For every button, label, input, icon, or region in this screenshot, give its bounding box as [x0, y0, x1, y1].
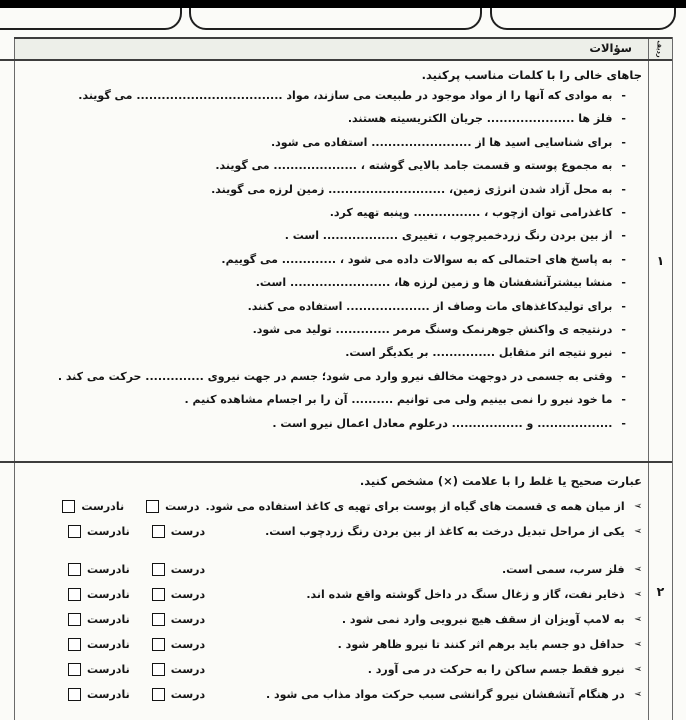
fill-blank-text: برای شناسایی اسید ها از ........................ استفاده می شود. — [270, 135, 613, 149]
false-choice — [62, 500, 124, 513]
dash-bullet-icon: - — [621, 276, 626, 290]
fill-blank-text: ما خود نیرو را نمی بینیم ولی می توانیم .......... آن را بر اجسام مشاهده کنیم . — [184, 393, 613, 407]
false-label: نادرست — [87, 613, 130, 626]
true-choice — [146, 500, 199, 513]
true-false-list — [16, 494, 646, 707]
true-false-choices — [68, 525, 205, 538]
arrow-bullet-icon: ➢ — [633, 564, 642, 575]
fill-blank-item — [16, 201, 646, 224]
true-checkbox[interactable] — [152, 663, 165, 676]
true-label: درست — [170, 588, 206, 601]
fill-blank-item — [16, 224, 646, 247]
dash-bullet-icon: - — [621, 135, 626, 149]
arrow-bullet-icon: ➢ — [633, 614, 642, 625]
true-false-item — [16, 557, 646, 582]
arrow-bullet-icon: ➢ — [633, 639, 642, 650]
true-choice — [152, 613, 205, 626]
fill-blank-text: وقتی به جسمی در دوجهت مخالف نیرو وارد می شود؛ جسم در جهت نیروی .............. حرکت می کند . — [57, 369, 613, 383]
fill-blank-text: از بین بردن رنگ زردخمیرچوب ، تغییری .................. است . — [284, 229, 613, 243]
dash-bullet-icon: - — [621, 229, 626, 243]
false-label: نادرست — [87, 563, 130, 576]
dash-bullet-icon: - — [621, 159, 626, 173]
true-false-text: به لامپ آویزان از سقف هیچ نیرویی وارد نمی شود . — [341, 613, 625, 626]
section-title: جاهای خالی را با کلمات مناسب پرکنید. — [421, 68, 642, 82]
section-number: ۲ — [656, 584, 665, 599]
false-label: نادرست — [81, 500, 125, 513]
dash-bullet-icon: - — [621, 252, 626, 266]
fill-blank-text: درنتیجه ی واکنش جوهرنمک وسنگ مرمر ............. تولید می شود. — [252, 323, 613, 337]
true-label: درست — [170, 525, 206, 538]
false-checkbox[interactable] — [68, 688, 81, 701]
true-false-text: ذخایر نفت، گاز و زغال سنگ در داخل گوشته واقع شده اند. — [306, 588, 625, 601]
false-label: نادرست — [87, 525, 130, 538]
false-choice — [68, 525, 130, 538]
false-checkbox[interactable] — [68, 525, 81, 538]
fill-blank-text: برای تولیدکاغذهای مات وصاف از .................... استفاده می کنند. — [247, 299, 613, 313]
true-checkbox[interactable] — [152, 588, 165, 601]
fill-blank-text: به پاسخ های احتمالی که به سوالات داده می شود ، ............. می گوییم. — [221, 252, 613, 266]
true-checkbox[interactable] — [152, 563, 165, 576]
true-false-item — [16, 632, 646, 657]
fill-blank-item — [16, 412, 646, 435]
false-label: نادرست — [87, 588, 130, 601]
header-bottom-border — [0, 59, 672, 61]
fill-blank-item — [16, 365, 646, 388]
fill-blank-item — [16, 388, 646, 411]
fill-blank-text: به مجموع پوسته و قسمت جامد بالایی گوشته ، .................... می گویند. — [215, 159, 613, 173]
true-choice — [152, 638, 205, 651]
fill-blank-item — [16, 295, 646, 318]
false-checkbox[interactable] — [68, 663, 81, 676]
row-number-column-header: ردیف — [655, 40, 664, 58]
true-false-item — [16, 657, 646, 682]
true-false-text: نیرو فقط جسم ساکن را به حرکت در می آورد . — [367, 663, 625, 676]
false-choice — [68, 688, 130, 701]
true-false-choices — [68, 663, 205, 676]
fill-blank-item — [16, 248, 646, 271]
true-checkbox[interactable] — [152, 638, 165, 651]
true-false-text: فلز سرب، سمی است. — [501, 563, 625, 576]
fill-blank-text: نیرو نتیجه اثر متقابل ............... بر یکدیگر است. — [345, 346, 613, 360]
true-false-choices — [68, 613, 205, 626]
false-checkbox[interactable] — [68, 613, 81, 626]
false-label: نادرست — [87, 688, 130, 701]
true-false-text: یکی از مراحل تبدیل درخت به کاغذ از بین بردن رنگ زردچوب است. — [265, 525, 625, 538]
true-choice — [152, 588, 205, 601]
true-false-text: از میان همه ی قسمت های گیاه از پوست برای تهیه ی کاغذ استفاده می شود. — [205, 500, 625, 513]
fill-blank-section — [16, 62, 646, 435]
fill-blank-text: فلز ها ..................... جریان الکتریسیته هستند. — [347, 112, 613, 126]
false-choice — [68, 663, 130, 676]
true-label: درست — [170, 613, 206, 626]
true-checkbox[interactable] — [146, 500, 159, 513]
fill-blank-item — [16, 318, 646, 341]
true-label: درست — [170, 663, 206, 676]
table-header-row — [15, 39, 672, 59]
true-label: درست — [170, 563, 206, 576]
false-choice — [68, 613, 130, 626]
true-false-choices — [68, 588, 205, 601]
false-label: نادرست — [87, 638, 130, 651]
true-checkbox[interactable] — [152, 525, 165, 538]
arrow-bullet-icon: ➢ — [633, 501, 642, 512]
dash-bullet-icon: - — [621, 112, 626, 126]
dash-bullet-icon: - — [621, 369, 626, 383]
true-false-item — [16, 582, 646, 607]
false-checkbox[interactable] — [68, 638, 81, 651]
table-left-border — [14, 37, 15, 720]
false-choice — [68, 563, 130, 576]
fill-blank-item — [16, 271, 646, 294]
fill-blank-item — [16, 341, 646, 364]
dash-bullet-icon: - — [621, 346, 626, 360]
fill-blank-text: به موادی که آنها را از مواد موجود در طبیعت می سازند، مواد ................................... می گویند. — [78, 89, 613, 102]
arrow-bullet-icon: ➢ — [633, 526, 642, 537]
true-label: درست — [165, 500, 200, 513]
fill-blank-item — [16, 84, 646, 107]
section-number: ۱ — [656, 252, 665, 268]
dash-bullet-icon: - — [621, 393, 626, 407]
true-choice — [152, 563, 205, 576]
table-right-border — [672, 37, 673, 720]
true-false-section — [16, 464, 646, 707]
true-false-choices — [68, 563, 205, 576]
table-top-border — [14, 37, 672, 39]
false-checkbox[interactable] — [68, 588, 81, 601]
fill-blank-text: منشا بیشترآتشفشان ها و زمین لرزه ها، ........................ است. — [255, 276, 613, 290]
false-checkbox[interactable] — [62, 500, 75, 513]
false-checkbox[interactable] — [68, 563, 81, 576]
true-false-choices — [62, 500, 199, 513]
fill-blank-item — [16, 154, 646, 177]
dash-bullet-icon: - — [621, 323, 626, 337]
true-false-choices — [68, 688, 205, 701]
dash-bullet-icon: - — [621, 416, 626, 430]
true-label: درست — [170, 688, 206, 701]
arrow-bullet-icon: ➢ — [633, 589, 642, 600]
dash-bullet-icon: - — [621, 299, 626, 313]
dash-bullet-icon: - — [621, 89, 626, 102]
true-choice — [152, 688, 205, 701]
section-divider — [0, 461, 672, 463]
true-false-text: حداقل دو جسم باید برهم اثر کنند تا نیرو ظاهر شود . — [337, 638, 625, 651]
true-checkbox[interactable] — [152, 688, 165, 701]
fill-blank-item — [16, 131, 646, 154]
true-false-item — [16, 494, 646, 519]
dash-bullet-icon: - — [621, 182, 626, 196]
true-choice — [152, 663, 205, 676]
fill-blank-text: کاغذرامی توان ازچوب ، ................ وپنبه تهیه کرد. — [329, 206, 613, 220]
fill-blank-text: به محل آزاد شدن انرژی زمین، ............................ زمین لرزه می گویند. — [211, 182, 613, 196]
false-choice — [68, 638, 130, 651]
arrow-bullet-icon: ➢ — [633, 664, 642, 675]
true-false-choices — [68, 638, 205, 651]
false-label: نادرست — [87, 663, 130, 676]
dash-bullet-icon: - — [621, 206, 626, 220]
true-choice — [152, 525, 205, 538]
fill-blank-text: .................. و ................. درعلوم معادل اعمال نیرو است . — [272, 416, 613, 430]
true-false-item — [16, 519, 646, 544]
section-title: عبارت صحیح یا غلط را با علامت (×) مشخص کنید. — [359, 474, 642, 488]
true-false-item — [16, 607, 646, 632]
true-false-item — [16, 682, 646, 707]
true-checkbox[interactable] — [152, 613, 165, 626]
arrow-bullet-icon: ➢ — [633, 689, 642, 700]
fill-blank-list — [16, 84, 646, 435]
false-choice — [68, 588, 130, 601]
questions-column-header: سؤالات — [589, 41, 632, 55]
true-label: درست — [170, 638, 206, 651]
fill-blank-item — [16, 178, 646, 201]
top-black-strip — [0, 0, 686, 8]
true-false-text: در هنگام آتشفشان نیرو گرانشی سبب حرکت مواد مذاب می شود . — [265, 688, 625, 701]
fill-blank-item — [16, 107, 646, 130]
